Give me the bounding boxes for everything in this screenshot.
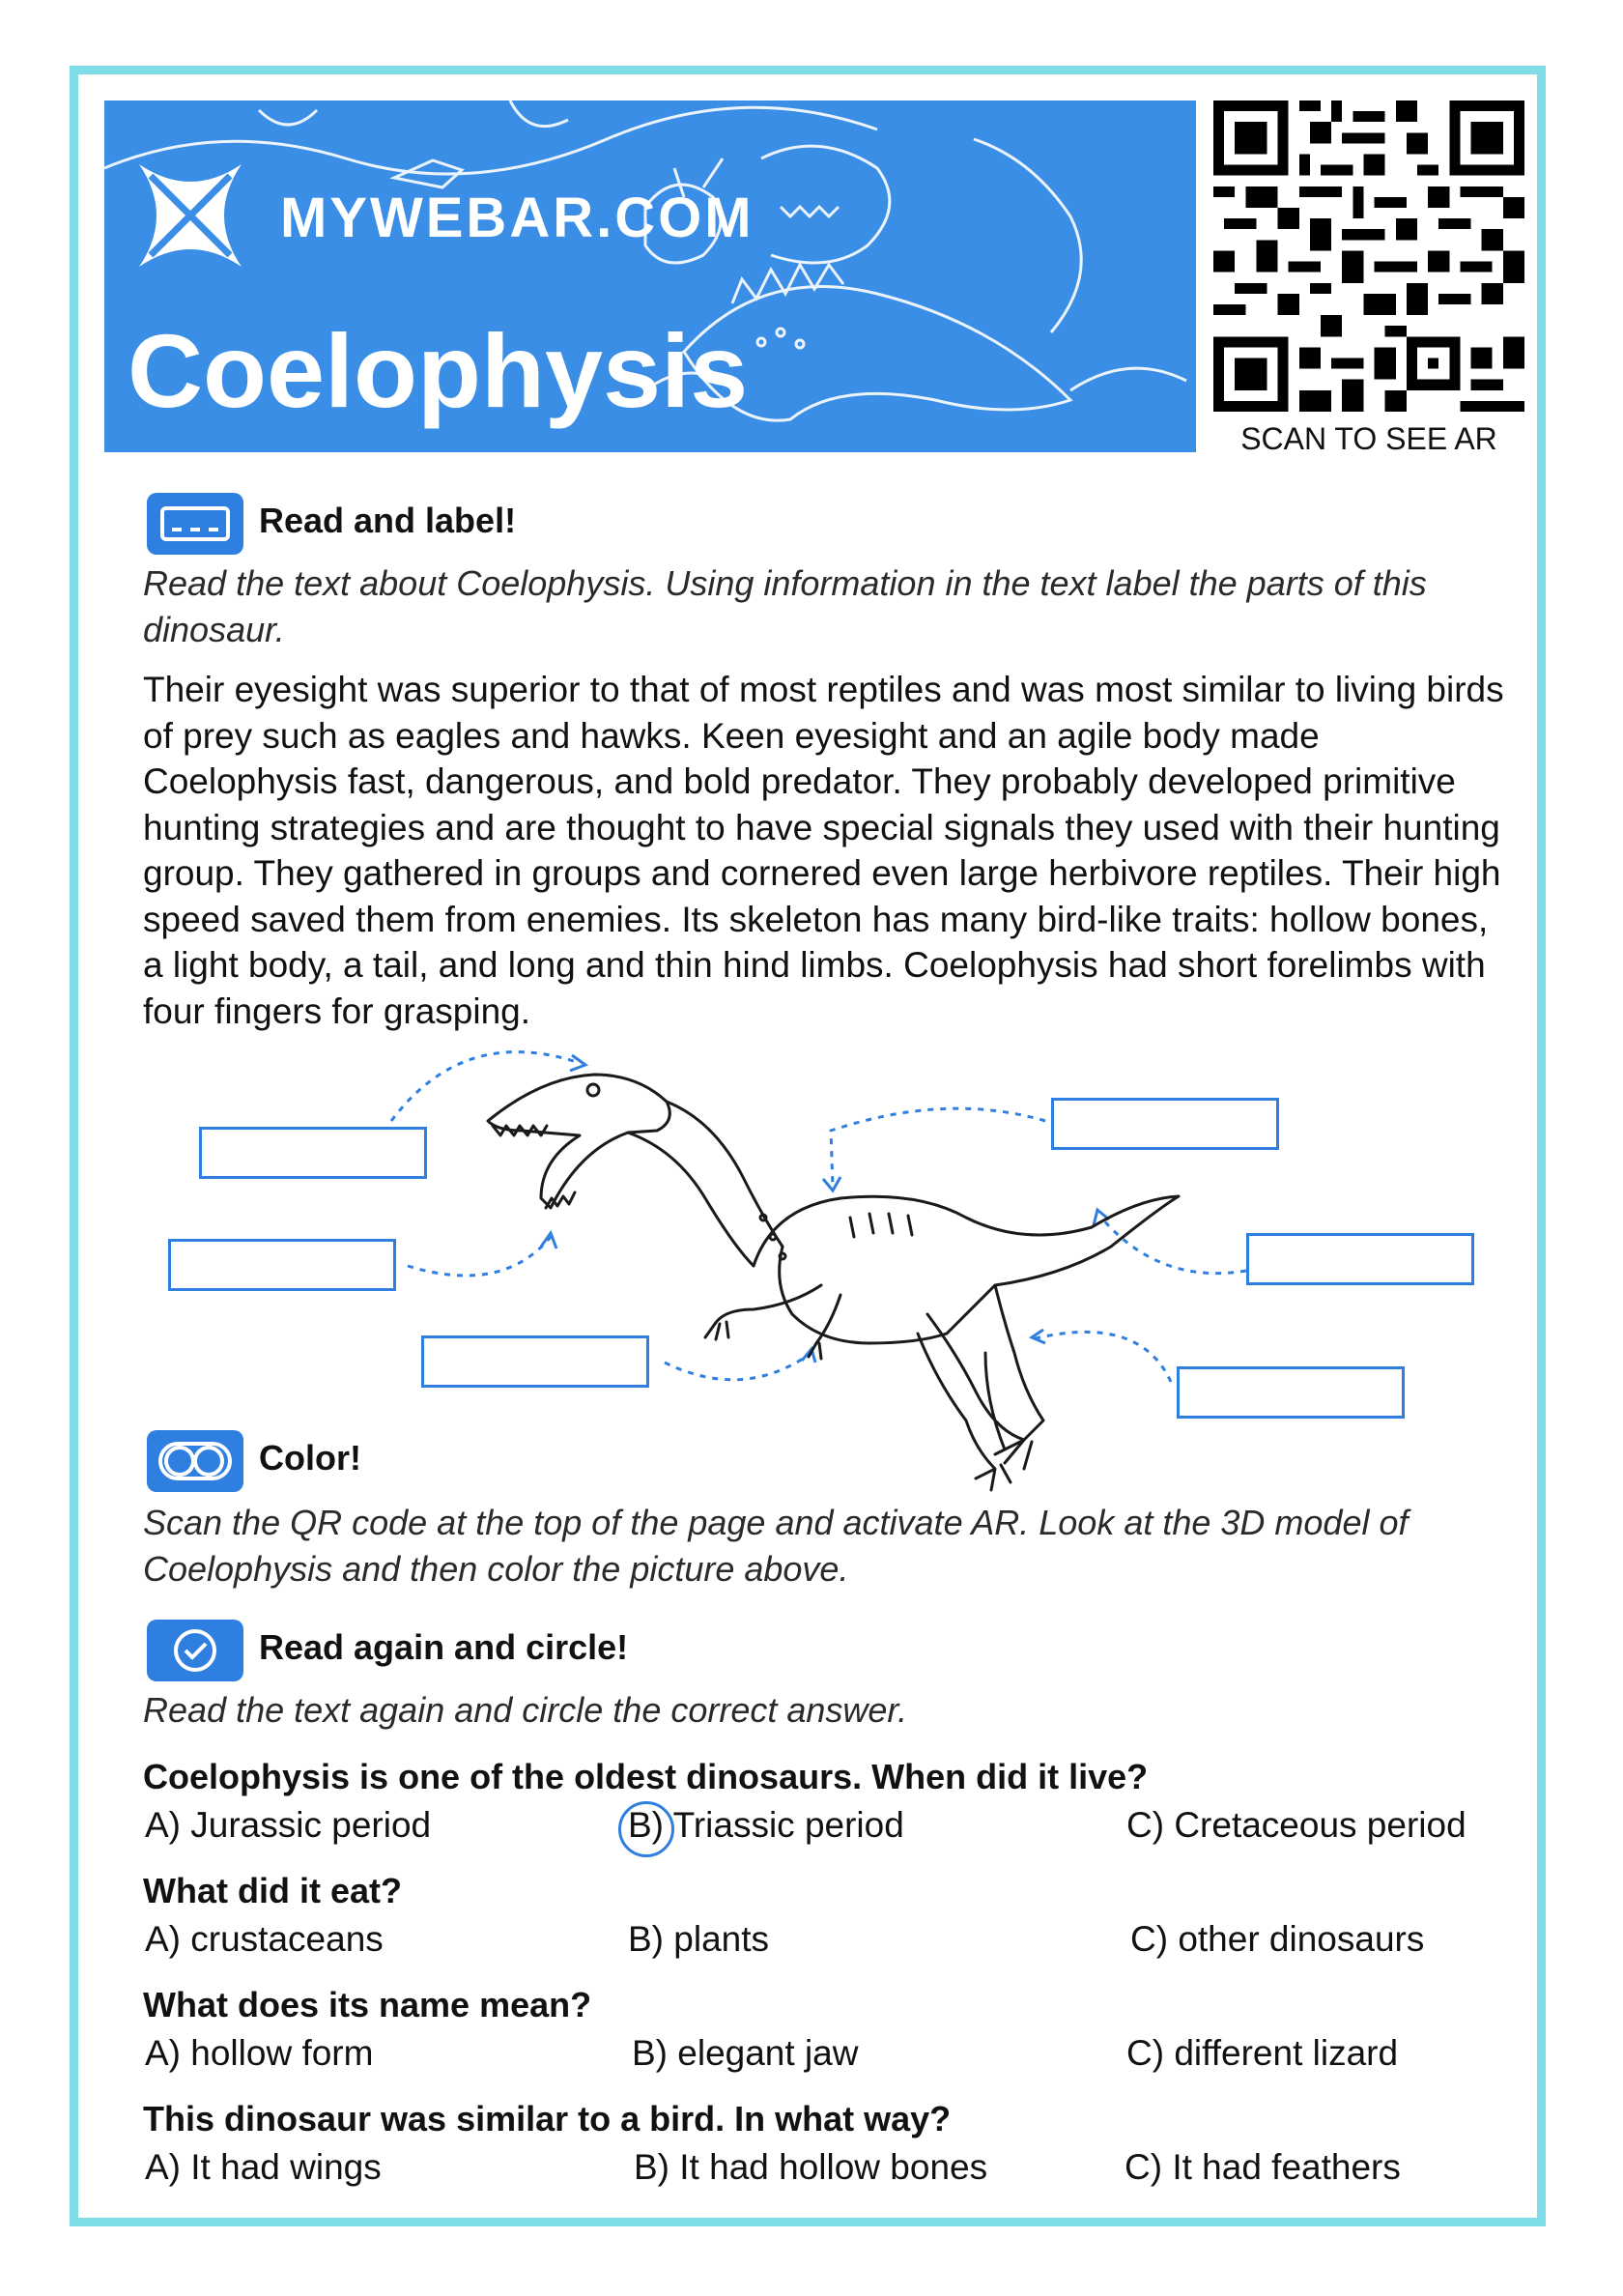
section-color-icon (147, 1430, 243, 1492)
label-box-head[interactable] (199, 1127, 427, 1179)
q3-option-b[interactable]: B) elegant jaw (632, 2033, 859, 2073)
question-4: This dinosaur was similar to a bird. In what way? (143, 2099, 952, 2138)
q1-option-c[interactable]: C) Cretaceous period (1126, 1805, 1466, 1845)
question-3: What does its name mean? (143, 1985, 592, 2024)
label-box-tail[interactable] (1246, 1233, 1474, 1285)
q4-option-a[interactable]: A) It had wings (145, 2147, 382, 2187)
page-title: Coelophysis (128, 312, 749, 429)
section-title-circle: Read again and circle! (259, 1627, 629, 1667)
q4-option-c[interactable]: C) It had feathers (1125, 2147, 1401, 2187)
q3-option-a[interactable]: A) hollow form (145, 2033, 374, 2073)
section-circle-icon (147, 1620, 243, 1681)
q2-option-b[interactable]: B) plants (628, 1919, 770, 1959)
instruction-circle: Read the text again and circle the correct answer. (143, 1690, 908, 1730)
question-1: Coelophysis is one of the oldest dinosaurs. When did it live? (143, 1757, 1149, 1796)
section-title-read-label: Read and label! (259, 501, 517, 540)
q2-option-a[interactable]: A) crustaceans (145, 1919, 384, 1959)
q1-option-a[interactable]: A) Jurassic period (145, 1805, 432, 1845)
label-box-eye[interactable] (168, 1239, 396, 1291)
q1-option-b[interactable]: B) Triassic period (628, 1805, 904, 1845)
q1-answer-circle (618, 1801, 674, 1857)
instruction-read-label: Read the text about Coelophysis. Using information in the text label the parts of this dinosaur. (143, 563, 1427, 649)
q4-option-b[interactable]: B) It had hollow bones (634, 2147, 988, 2187)
label-box-hind-limbs[interactable] (1177, 1366, 1405, 1419)
q2-option-c[interactable]: C) other dinosaurs (1130, 1919, 1425, 1959)
section-title-color: Color! (259, 1438, 361, 1478)
toggle-icon (147, 1430, 243, 1492)
label-box-body[interactable] (1051, 1098, 1279, 1150)
check-circle-icon (147, 1620, 243, 1681)
question-2: What did it eat? (143, 1871, 402, 1910)
brand-name: MYWEBAR.COM (280, 187, 755, 249)
qr-caption: SCAN TO SEE AR (1240, 421, 1497, 456)
label-box-forelimbs[interactable] (421, 1335, 649, 1388)
reading-passage: Their eyesight was superior to that of most reptiles and was most similar to living birds of prey such as eagles and hawks. Keen eyesight and an agile body made Coelophysis fast, dangerous, and bold predator. They probably developed primitive hunting strategies and are thought to have special signals they used with their hunting group. They gathered in groups and cornered even large herbivore reptiles. Their high speed saved them from enemies. Its skeleton has many bird-like traits: hollow bones, a light body, a tail, and long and thin hind limbs. Coelophysis had short forelimbs with four fingers for grasping. (143, 670, 1504, 1031)
q3-option-c[interactable]: C) different lizard (1126, 2033, 1399, 2073)
instruction-color: Scan the QR code at the top of the page and activate AR. Look at the 3D model of Coelophysis and then color the picture above. (143, 1503, 1409, 1589)
